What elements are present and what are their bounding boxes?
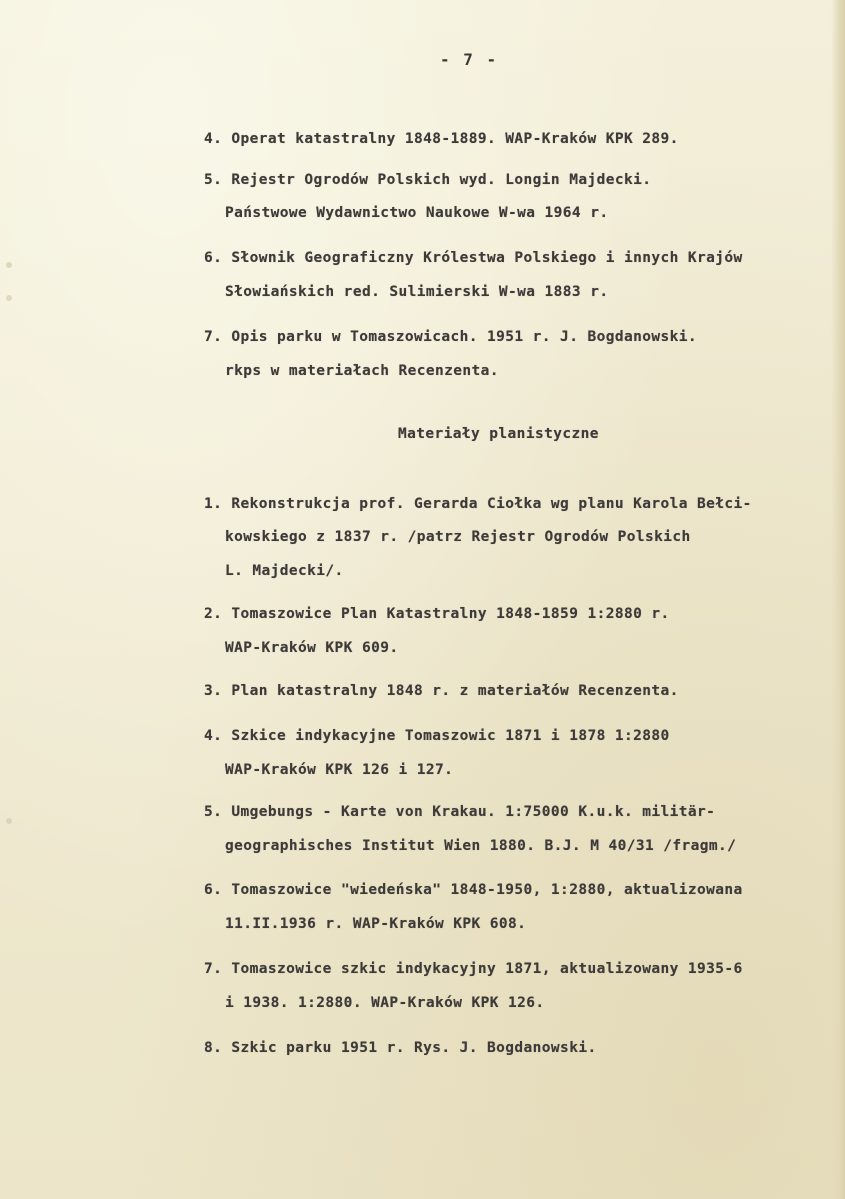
material-item-8-line-1: 8. Szkic parku 1951 r. Rys. J. Bogdanowski. xyxy=(204,1040,597,1056)
punch-hole-mark xyxy=(6,295,12,301)
material-item-4-line-2: WAP-Kraków KPK 126 i 127. xyxy=(225,762,454,778)
source-item-6-line-1: 6. Słownik Geograficzny Królestwa Polskiego i innych Krajów xyxy=(204,250,743,266)
material-item-7-line-1: 7. Tomaszowice szkic indykacyjny 1871, aktualizowany 1935-6 xyxy=(204,961,743,977)
punch-hole-mark xyxy=(6,262,12,268)
material-item-2-line-1: 2. Tomaszowice Plan Katastralny 1848-1859 1:2880 r. xyxy=(204,606,670,622)
source-item-7-line-2: rkps w materiałach Recenzenta. xyxy=(225,363,499,379)
section-heading: Materiały planistyczne xyxy=(398,426,599,442)
material-item-6-line-2: 11.II.1936 r. WAP-Kraków KPK 608. xyxy=(225,916,527,932)
material-item-7-line-2: i 1938. 1:2880. WAP-Kraków KPK 126. xyxy=(225,995,545,1011)
page-number: - 7 - xyxy=(440,50,499,69)
paper-edge xyxy=(831,0,845,1199)
source-item-5-line-1: 5. Rejestr Ogrodów Polskich wyd. Longin Majdecki. xyxy=(204,172,652,188)
source-item-4-line-1: 4. Operat katastralny 1848-1889. WAP-Kraków KPK 289. xyxy=(204,131,679,147)
material-item-1-line-2: kowskiego z 1837 r. /patrz Rejestr Ogrodów Polskich xyxy=(225,529,691,545)
punch-hole-mark xyxy=(6,818,12,824)
source-item-6-line-2: Słowiańskich red. Sulimierski W-wa 1883 r. xyxy=(225,284,609,300)
material-item-3-line-1: 3. Plan katastralny 1848 r. z materiałów Recenzenta. xyxy=(204,683,679,699)
material-item-4-line-1: 4. Szkice indykacyjne Tomaszowic 1871 i 1878 1:2880 xyxy=(204,728,670,744)
material-item-6-line-1: 6. Tomaszowice "wiedeńska" 1848-1950, 1:2880, aktualizowana xyxy=(204,882,743,898)
material-item-5-line-1: 5. Umgebungs - Karte von Krakau. 1:75000 K.u.k. militär- xyxy=(204,804,716,820)
material-item-1-line-3: L. Majdecki/. xyxy=(225,563,344,579)
material-item-2-line-2: WAP-Kraków KPK 609. xyxy=(225,640,399,656)
source-item-7-line-1: 7. Opis parku w Tomaszowicach. 1951 r. J. Bogdanowski. xyxy=(204,329,698,345)
material-item-5-line-2: geographisches Institut Wien 1880. B.J. M 40/31 /fragm./ xyxy=(225,838,737,854)
material-item-1-line-1: 1. Rekonstrukcja prof. Gerarda Ciołka wg planu Karola Bełci- xyxy=(204,496,752,512)
source-item-5-line-2: Państwowe Wydawnictwo Naukowe W-wa 1964 r. xyxy=(225,205,609,221)
